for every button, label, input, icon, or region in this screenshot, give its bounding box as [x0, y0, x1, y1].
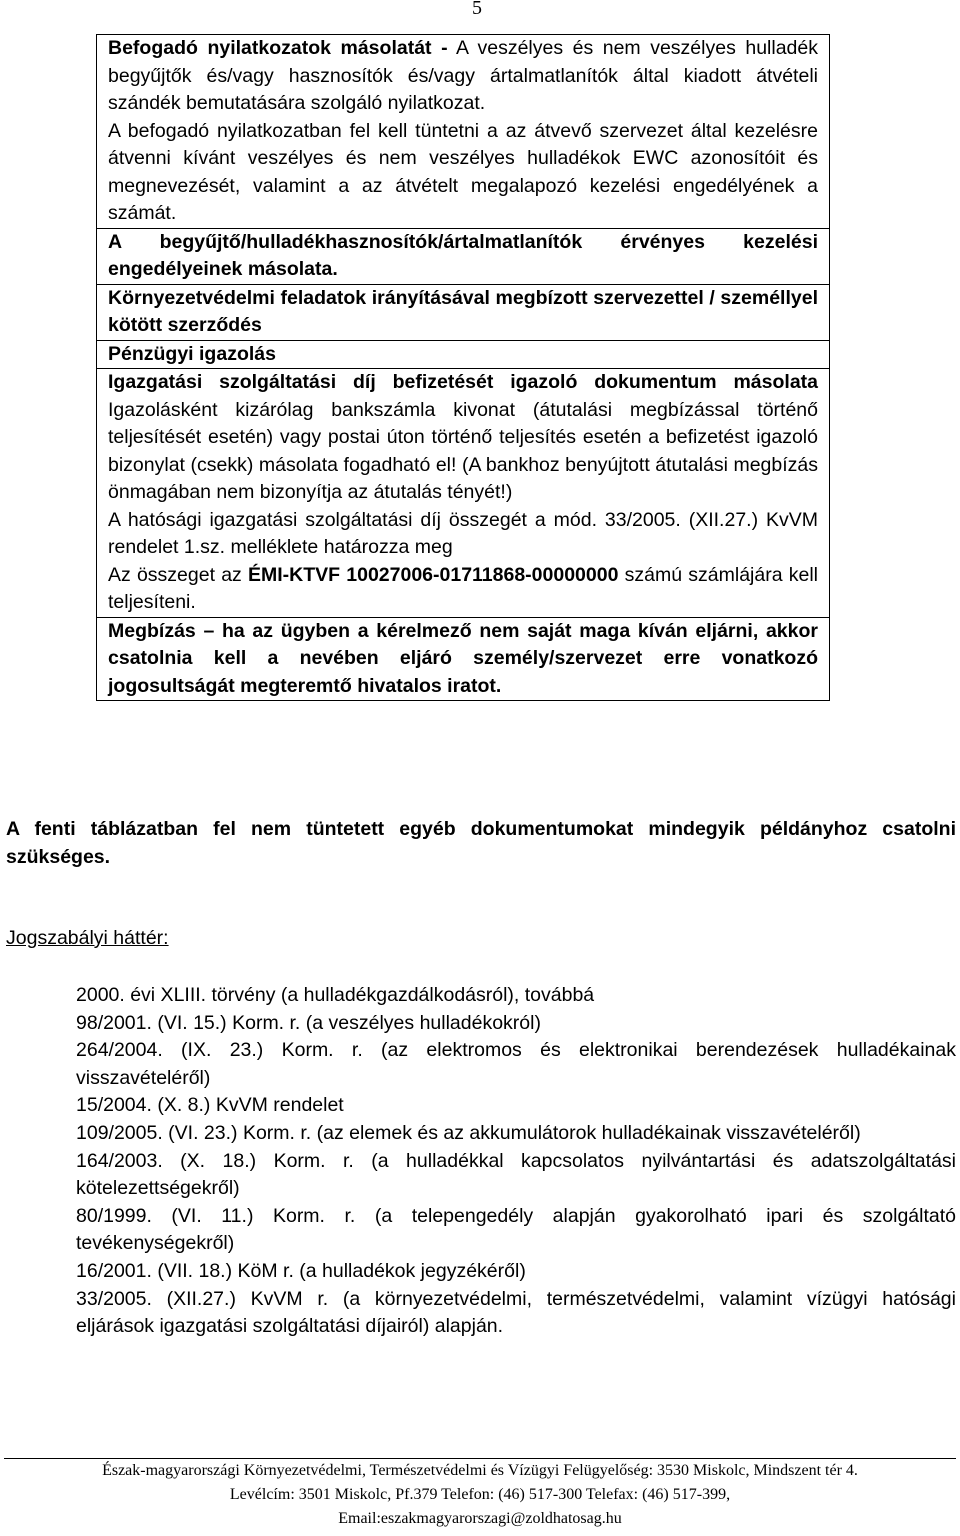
table-row — [96, 285, 830, 341]
list-item: 264/2004. (IX. 23.) Korm. r. (az elektromos és elektronikai berendezések hulladékainak visszavételéről) — [76, 1039, 956, 1089]
legal-reference-list — [76, 982, 956, 1341]
fee-account-post: számú számlájára kell teljesíteni. — [108, 563, 819, 613]
financial-proof-text: Pénzügyi igazolás — [108, 342, 276, 365]
befogado-description: A veszélyes és nem veszélyes hulladék begyűjtők és/vagy hasznosítók és/vagy ártalmatlanítók által kiadott átvételi szándék bemutatására szolgáló nyilatkozat. — [108, 37, 818, 114]
fee-proof-title: Igazgatási szolgáltatási díj befizetését igazoló dokumentum másolata — [108, 371, 818, 393]
list-item: 16/2001. (VII. 18.) KöM r. (a hulladékok jegyzékéről) — [76, 1259, 526, 1282]
list-item: 2000. évi XLIII. törvény (a hulladékgazdálkodásról), továbbá — [76, 984, 595, 1006]
table-row — [96, 369, 830, 618]
fee-regulation-text: A hatósági igazgatási szolgáltatási díj összegét a mód. 33/2005. (XII.27.) KvVM rendelet 1.sz. melléklete határozza meg — [108, 508, 818, 558]
attachment-note: A fenti táblázatban fel nem tüntetett egyéb dokumentumokat mindegyik példányhoz csatolni szükséges. — [6, 818, 956, 868]
table-row — [96, 34, 830, 229]
list-item: 164/2003. (X. 18.) Korm. r. (a hulladékkal kapcsolatos nyilvántartási és adatszolgáltatási kötelezettségekről) — [76, 1149, 956, 1200]
fee-account-pre: Az összeget az — [108, 563, 248, 586]
befogado-title: Befogadó nyilatkozatok másolatát - — [108, 37, 448, 59]
contract-text: Környezetvédelmi feladatok irányításával megbízott szervezettel / személlyel kötött szerződés — [108, 286, 818, 336]
table-row — [96, 229, 830, 285]
footer-address: Észak-magyarországi Környezetvédelmi, Természetvédelmi és Vízügyi Felügyelőség: 3530 Miskolc, Mindszent tér 4. — [102, 1462, 858, 1479]
list-item: 80/1999. (VI. 11.) Korm. r. (a telepengedély alapján gyakorolható ipari és szolgáltató tevékenységekről) — [76, 1204, 956, 1255]
fee-account-number: ÉMI-KTVF 10027006-01711868-00000000 — [247, 563, 619, 586]
legal-background-heading: Jogszabályi háttér: — [6, 927, 169, 949]
authorization-text: Megbízás – ha az ügyben a kérelmező nem saját maga kíván eljárni, akkor csatolnia kell a nevében eljáró személy/szervezet erre vonatkozó jogosultságát megteremtő hivatalos iratot. — [108, 619, 818, 697]
footer-email: Email:eszakmagyarorszagi@zoldhatosag.hu — [338, 1510, 622, 1527]
list-item: 33/2005. (XII.27.) KvVM r. (a környezetvédelmi, természetvédelmi, valamint vízügyi hatósági eljárások igazgatási szolgáltatási díjairól) alapján. — [76, 1287, 956, 1338]
table-row — [96, 341, 830, 370]
table-row — [96, 618, 830, 702]
page-footer — [0, 1458, 960, 1531]
list-item: 109/2005. (VI. 23.) Korm. r. (az elemek és az akkumulátorok hulladékainak visszavételéről) — [76, 1121, 861, 1144]
license-copies-text: A begyűjtő/hulladékhasznosítók/ártalmatlanítók érvényes kezelési engedélyeinek másolata. — [108, 230, 818, 280]
footer-contact: Levélcím: 3501 Miskolc, Pf.379 Telefon: (46) 517-300 Telefax: (46) 517-399, — [229, 1486, 731, 1503]
document-checklist-table — [96, 34, 830, 701]
befogado-requirement: A befogadó nyilatkozatban fel kell tüntetni a az átvevő szervezet által kezelésre átvenni kívánt veszélyes és nem veszélyes hulladékok EWC azonosítóit és megnevezését, valamint a az átvételt megalapozó kezelési engedélyének a számát. — [108, 119, 818, 224]
list-item: 15/2004. (X. 8.) KvVM rendelet — [76, 1094, 344, 1117]
page-number: 5 — [472, 0, 482, 19]
list-item: 98/2001. (VI. 15.) Korm. r. (a veszélyes hulladékokról) — [76, 1011, 541, 1034]
fee-proof-text: Igazolásként kizárólag bankszámla kivonat (átutalási megbízással történő teljesítését esetén) vagy postai úton történő teljesítés esetén a befizetést igazoló bizonylat (csekk) másolata fogadható el! (A bankhoz benyújtott átutalási megbízás önmagában nem bizonyítja az átutalás tényét!) — [108, 398, 818, 503]
